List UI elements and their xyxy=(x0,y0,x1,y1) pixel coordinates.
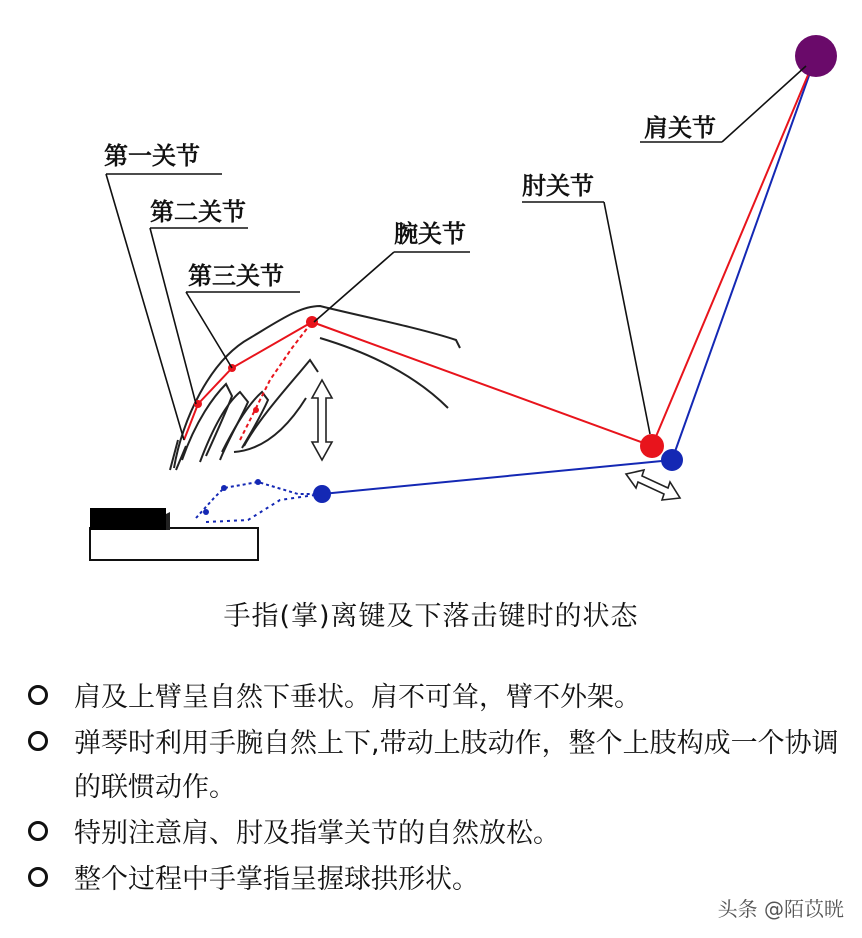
note-item xyxy=(22,812,852,856)
note-text: 整个过程中手掌指呈握球拱形状。 xyxy=(74,864,479,895)
note-item xyxy=(22,676,852,720)
lowered-finger-line xyxy=(196,482,322,518)
note-text: 特别注意肩、肘及指掌关节的自然放松。 xyxy=(74,818,560,849)
lowered-arm-chain xyxy=(196,56,816,522)
circle-bullet-icon xyxy=(28,821,48,841)
raised-finger2-line xyxy=(240,322,312,440)
label-shoulder: 肩关节 xyxy=(644,114,716,142)
lowered-wrist-joint xyxy=(313,485,331,503)
elbow-motion-arrow xyxy=(626,470,680,500)
raised-forearm-line xyxy=(312,322,652,446)
circle-bullet-icon xyxy=(28,867,48,887)
lowered-elbow-joint xyxy=(661,449,683,471)
label-elbow: 肘关节 xyxy=(522,172,594,200)
label-joint2: 第二关节 xyxy=(150,198,246,226)
note-text: 肩及上臂呈自然下垂状。肩不可耸，臂不外架。 xyxy=(74,682,641,713)
label-wrist: 腕关节 xyxy=(394,220,466,248)
label-joint1: 第一关节 xyxy=(104,142,200,170)
raised-wrist-joint xyxy=(306,316,318,328)
piano-key xyxy=(90,508,258,560)
circle-bullet-icon xyxy=(28,731,48,751)
diagram-caption: 手指(掌)离键及下落击键时的状态 xyxy=(223,601,639,632)
note-item xyxy=(22,722,852,810)
watermark: 头条 @陌苡晄 xyxy=(717,897,844,921)
wrist-motion-arrow xyxy=(312,380,332,460)
notes-list xyxy=(22,676,852,904)
lowered-forearm-line xyxy=(322,460,672,494)
label-joint3: 第三关节 xyxy=(188,262,284,290)
raised-elbow-joint xyxy=(640,434,664,458)
lowered-palm-line xyxy=(206,494,322,522)
note-text: 弹琴时利用手腕自然上下,带动上肢动作，整个上肢构成一个协调的联惯动作。 xyxy=(74,728,839,803)
circle-bullet-icon xyxy=(28,685,48,705)
